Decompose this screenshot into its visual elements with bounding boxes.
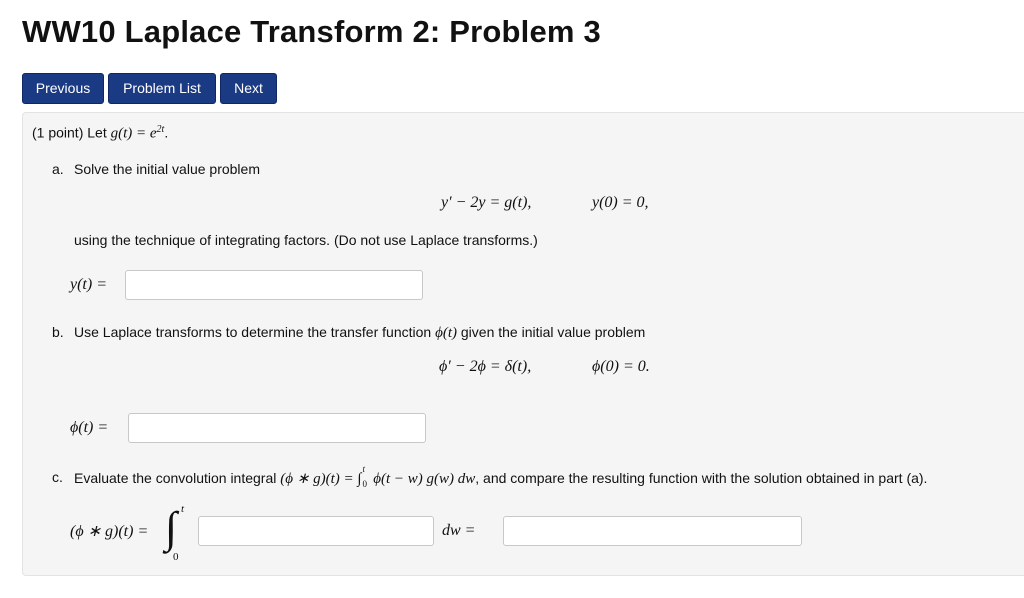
part-a-text: Solve the initial value problem — [74, 161, 260, 177]
integrand-answer-input[interactable] — [198, 516, 434, 546]
part-c-marker: c. — [52, 469, 63, 485]
next-button[interactable]: Next — [220, 73, 277, 104]
part-c-text-integral-lower: 0 — [362, 479, 367, 489]
part-a-equation: y′ − 2y = g(t), — [441, 194, 532, 211]
part-c-text-integrand: ϕ(t − w) g(w) dw — [369, 471, 476, 487]
part-b-text-math: ϕ(t) — [435, 325, 457, 341]
part-c-answer-label: (ϕ ∗ g)(t) = — [70, 523, 149, 540]
part-a-marker: a. — [52, 161, 64, 177]
part-b-initial-condition: ϕ(0) = 0. — [592, 358, 650, 375]
convolution-result-input[interactable] — [503, 516, 802, 546]
part-b-answer-label: ϕ(t) = — [70, 419, 109, 436]
y-of-t-answer-input[interactable] — [125, 270, 423, 300]
part-a-note: using the technique of integrating factors. (Do not use Laplace transforms.) — [74, 232, 538, 248]
page-title: WW10 Laplace Transform 2: Problem 3 — [22, 14, 601, 49]
part-c-text — [74, 464, 928, 489]
part-b-marker: b. — [52, 324, 64, 340]
part-c-text-integral-sign: ∫ — [357, 471, 362, 487]
part-c-text-integral-upper: t — [362, 464, 365, 474]
part-b-equation: ϕ′ − 2ϕ = δ(t), — [439, 358, 532, 375]
part-c-text-math: (ϕ ∗ g)(t) = — [280, 471, 358, 487]
integral-sign: ∫ — [165, 503, 178, 552]
intro-end: . — [164, 124, 169, 141]
previous-button[interactable]: Previous — [22, 73, 104, 104]
problem-panel — [22, 112, 1024, 576]
problem-intro — [32, 124, 168, 143]
problem-list-button[interactable]: Problem List — [108, 73, 216, 104]
intro-math: g(t) = e — [110, 125, 157, 142]
intro-exponent: 2t — [156, 124, 165, 135]
intro-prefix: (1 point) Let — [32, 124, 111, 141]
part-c-text-prefix: Evaluate the convolution integral — [74, 470, 281, 486]
phi-of-t-answer-input[interactable] — [128, 413, 426, 443]
integral-upper-limit: t — [181, 503, 185, 515]
part-b-text-prefix: Use Laplace transforms to determine the transfer function — [74, 324, 436, 340]
part-a-initial-condition: y(0) = 0, — [592, 194, 649, 211]
part-b-text — [74, 324, 645, 342]
problem-navigation — [22, 73, 277, 104]
part-b-text-suffix: given the initial value problem — [457, 324, 646, 340]
part-a-answer-label: y(t) = — [70, 276, 107, 293]
part-c-text-suffix: , and compare the resulting function with the solution obtained in part (a). — [475, 470, 928, 486]
dw-label: dw = — [442, 522, 476, 539]
integral-lower-limit: 0 — [173, 551, 179, 563]
